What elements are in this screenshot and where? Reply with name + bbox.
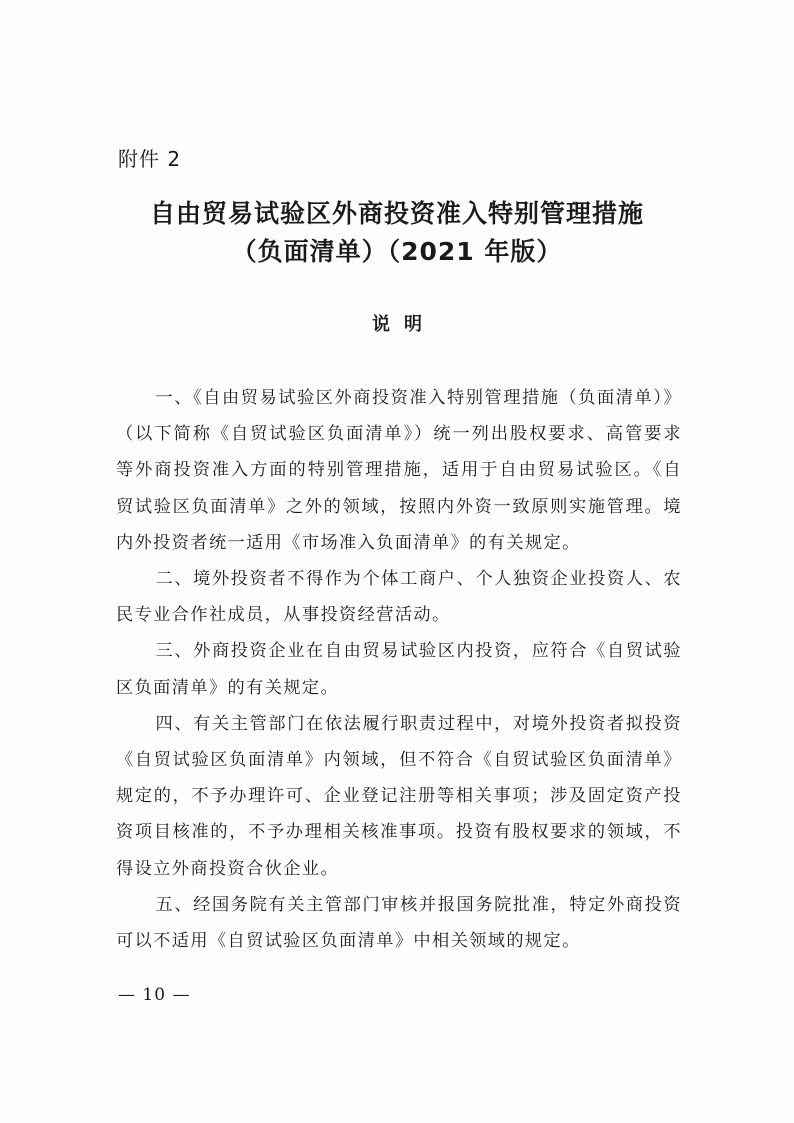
document-title-line-2: （负面清单）（2021 年版） <box>231 237 563 266</box>
paragraph-5: 五、经国务院有关主管部门审核并报国务院批准，特定外商投资可以不适用《自贸试验区负面清单》中相关领域的规定。 <box>116 894 682 952</box>
paragraph-3: 三、外商投资企业在自由贸易试验区内投资，应符合《自贸试验区负面清单》的有关规定。 <box>116 641 682 698</box>
document-body <box>116 380 682 959</box>
document-title-line-1: 自由贸易试验区外商投资准入特别管理措施 <box>149 199 644 228</box>
paragraph-2: 二、境外投资者不得作为个体工商户、个人独资企业投资人、农民专业合作社成员，从事投资经营活动。 <box>116 569 682 626</box>
attachment-label: 附件 2 <box>118 147 182 171</box>
page-number: — 10 — <box>118 985 191 1005</box>
paragraph-4: 四、有关主管部门在依法履行职责过程中，对境外投资者拟投资《自贸试验区负面清单》内领域，但不符合《自贸试验区负面清单》规定的，不予办理许可、企业登记注册等相关事项；涉及固定资产投资项目核准的，不予办理相关核准事项。投资有股权要求的领域，不得设立外商投资合伙企业。 <box>116 713 682 879</box>
paragraph-1: 一、《自由贸易试验区外商投资准入特别管理措施（负面清单）》（以下简称《自贸试验区负面清单》）统一列出股权要求、高管要求等外商投资准入方面的特别管理措施，适用于自由贸易试验区。《自贸试验区负面清单》之外的领域，按照内外资一致原则实施管理。境内外投资者统一适用《市场准入负面清单》的有关规定。 <box>116 388 682 553</box>
section-heading: 说明 <box>372 314 436 335</box>
